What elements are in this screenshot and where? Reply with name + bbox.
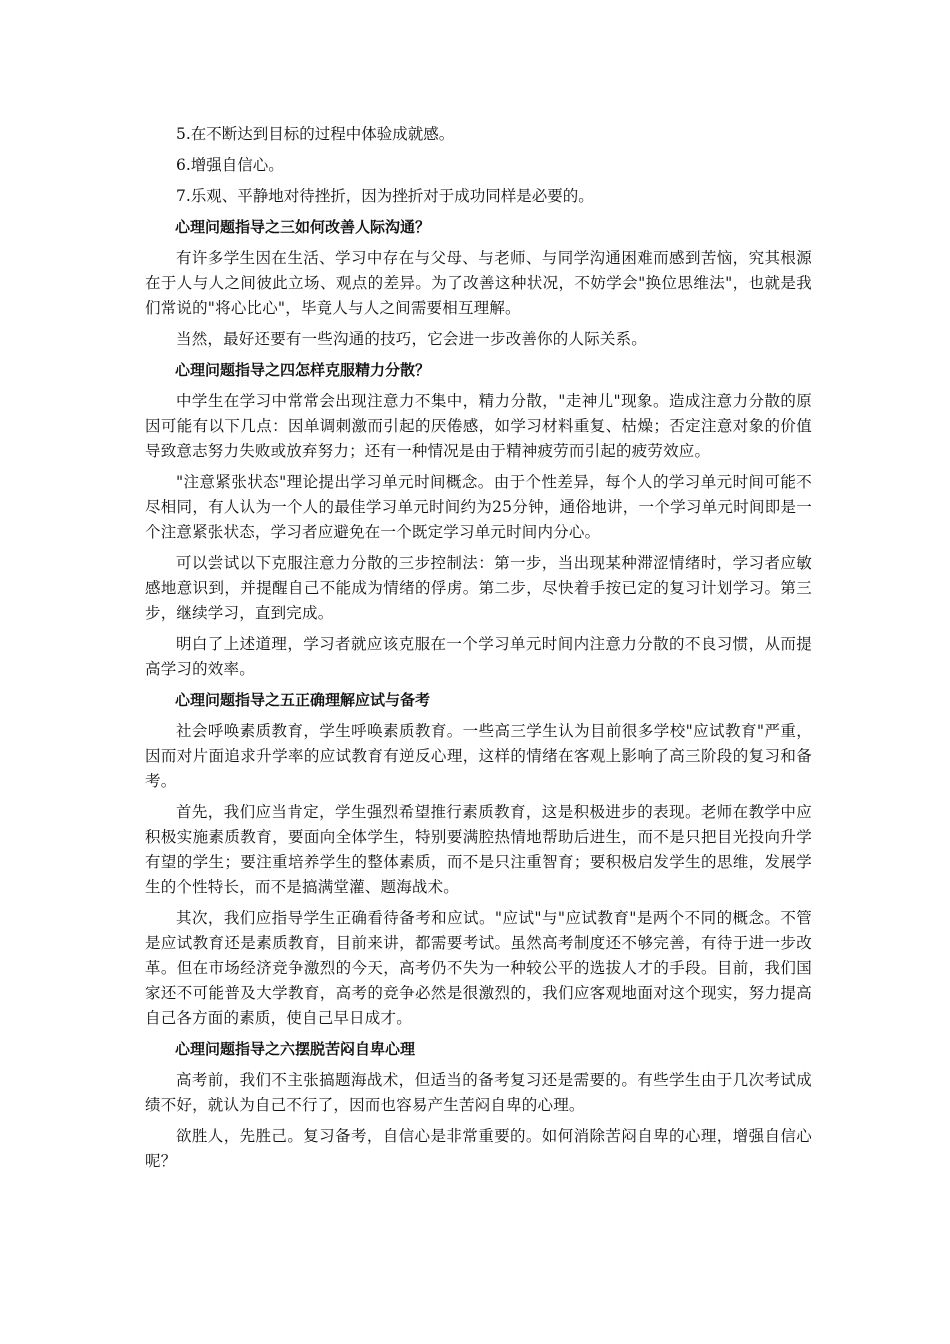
document-page [145,122,812,1180]
paragraph: 有许多学生因在生活、学习中存在与父母、与老师、与同学沟通困难而感到苦恼，究其根源在于人与人之间彼此立场、观点的差异。为了改善这种状况，不妨学会"换位思维法"，也就是我们常说的"将心比心"，毕竟人与人之间需要相互理解。 [145,249,812,317]
list-item: 7.乐观、平静地对待挫折，因为挫折对于成功同样是必要的。 [176,187,594,205]
section-heading: 心理问题指导之四怎样克服精力分散？ [175,361,431,379]
paragraph: 其次，我们应指导学生正确看待备考和应试。"应试"与"应试教育"是两个不同的概念。不管是应试教育还是素质教育，目前来讲，都需要考试。虽然高考制度还不够完善，有待于进一步改革。但在市场经济竞争激烈的今天，高考仍不失为一种较公平的选拔人才的手段。目前，我们国家还不可能普及大学教育，高考的竞争必然是很激烈的，我们应客观地面对这个现实，努力提高自己各方面的素质，使自己早日成才。 [145,909,812,1027]
paragraph: 中学生在学习中常常会出现注意力不集中，精力分散，"走神儿"现象。造成注意力分散的原因可能有以下几点：因单调刺激而引起的厌倦感，如学习材料重复、枯燥；否定注意对象的价值导致意志努力失败或放弃努力；还有一种情况是由于精神疲劳而引起的疲劳效应。 [145,392,812,460]
section-heading: 心理问题指导之六摆脱苦闷自卑心理 [175,1040,416,1058]
section-heading: 心理问题指导之五正确理解应试与备考 [175,691,431,709]
paragraph: 欲胜人，先胜己。复习备考，自信心是非常重要的。如何消除苦闷自卑的心理，增强自信心呢？ [145,1127,812,1170]
paragraph: 社会呼唤素质教育，学生呼唤素质教育。一些高三学生认为目前很多学校"应试教育"严重，因而对片面追求升学率的应试教育有逆反心理，这样的情绪在客观上影响了高三阶段的复习和备考。 [145,722,812,790]
section-heading: 心理问题指导之三如何改善人际沟通？ [175,218,431,236]
paragraph: 可以尝试以下克服注意力分散的三步控制法：第一步，当出现某种滞涩情绪时，学习者应敏感地意识到，并提醒自己不能成为情绪的俘虏。第二步，尽快着手按已定的复习计划学习。第三步，继续学习，直到完成。 [145,554,812,622]
list-item: 5.在不断达到目标的过程中体验成就感。 [176,125,455,143]
paragraph: 首先，我们应当肯定，学生强烈希望推行素质教育，这是积极进步的表现。老师在教学中应积极实施素质教育，要面向全体学生，特别要满腔热情地帮助后进生，而不是只把目光投向升学有望的学生；要注重培养学生的整体素质，而不是只注重智育；要积极启发学生的思维，发展学生的个性特长，而不是搞满堂灌、题海战术。 [145,803,812,896]
paragraph: 明白了上述道理，学习者就应该克服在一个学习单元时间内注意力分散的不良习惯，从而提高学习的效率。 [145,635,812,678]
paragraph: 当然，最好还要有一些沟通的技巧，它会进一步改善你的人际关系。 [176,330,648,348]
paragraph: 高考前，我们不主张搞题海战术，但适当的备考复习还是需要的。有些学生由于几次考试成绩不好，就认为自己不行了，因而也容易产生苦闷自卑的心理。 [145,1071,812,1114]
list-item: 6.增强自信心。 [176,156,284,174]
paragraph: "注意紧张状态"理论提出学习单元时间概念。由于个性差异，每个人的学习单元时间可能不尽相同，有人认为一个人的最佳学习单元时间约为25分钟，通俗地讲，一个学习单元时间即是一个注意紧张状态，学习者应避免在一个既定学习单元时间内分心。 [145,473,812,541]
